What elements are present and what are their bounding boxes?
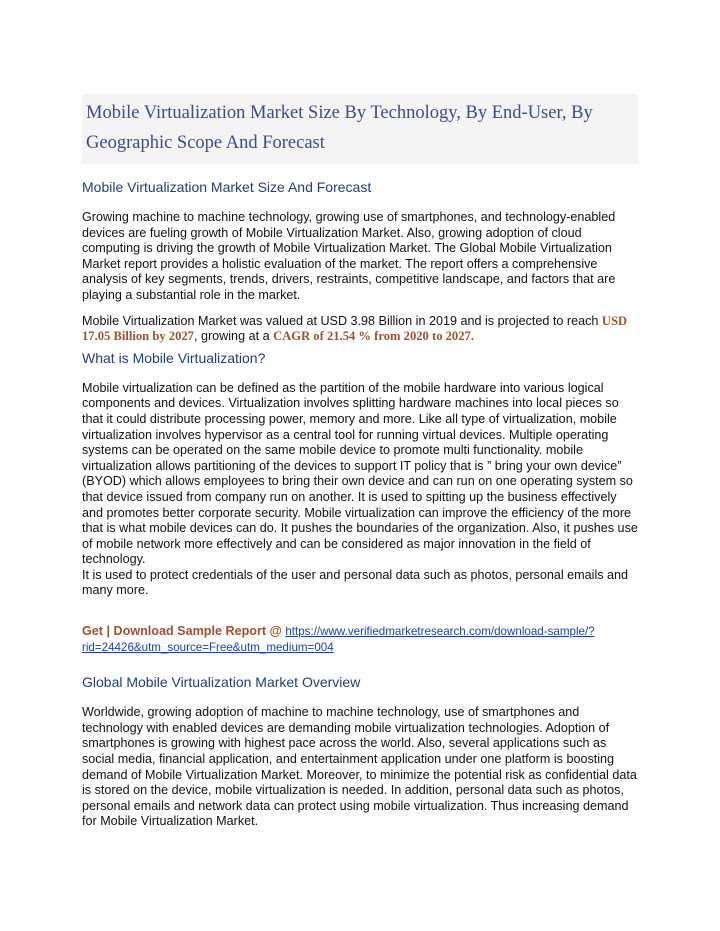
market-value-connector: , growing at a <box>193 329 274 344</box>
market-value-text: Mobile Virtualization Market was valued at USD 3.98 Billion in 2019 and is projected to reach <box>82 313 602 328</box>
document-page <box>82 94 638 830</box>
market-projection-highlight: USD 17.05 Billion by 2027 <box>82 313 628 344</box>
paragraph-growth-intro: Growing machine to machine technology, growing use of smartphones, and technology-enabled devices are fueling growth of Mobile Virtualization Market. Also, growing adoption of cloud computing is driving the growth of Mobile Virtualization Market. The Global Mobile Virtualization Market report provides a holistic evaluation of the market. The report offers a comprehensive analysis of key segments, trends, drivers, restraints, competitive landscape, and factors that are playing a substantial role in the market. <box>82 210 616 302</box>
title-box <box>82 94 638 164</box>
download-sample-label: Get | Download Sample Report @ <box>82 624 286 639</box>
section-heading-overview: Global Mobile Virtualization Market Overview <box>82 674 361 691</box>
paragraph-definition: Mobile virtualization can be defined as the partition of the mobile hardware into various logical components and devices. Virtualization involves splitting hardware machines into local pieces so that it could distribute processing power, memory and more. Like all type of virtualization, mobile virtualization involves hypervisor as a central tool for running virtual devices. Multiple operating systems can be operated on the same mobile device to promote multi functionality. mobile virtualization allows partitioning of the devices to support IT policy that is ” bring your own device” (BYOD) which allows employees to bring their own device and can run on one operating system so that device issued from company run on another. It is used to spitting up the business effectively and promotes better corporate security. Mobile virtualization can improve the efficiency of the more that is what mobile devices can do. It pushes the boundaries of the organization. Also, it pushes use of mobile network more effectively and can be considered as major innovation in the field of technology. <box>82 380 638 567</box>
section-heading-size-forecast: Mobile Virtualization Market Size And Forecast <box>82 179 372 195</box>
section-heading-what-is: What is Mobile Virtualization? <box>82 349 266 366</box>
document-title: Mobile Virtualization Market Size By Technology, By End-User, By Geographic Scope And Forecast <box>86 103 593 153</box>
cagr-highlight: CAGR of 21.54 % from 2020 to 2027. <box>273 329 474 344</box>
download-sample-link[interactable]: https://www.verifiedmarketresearch.com/download-sample/?rid=24426&utm_source=Free&utm_medium=004 <box>82 625 595 654</box>
download-sample-line <box>82 624 638 655</box>
paragraph-market-value <box>82 314 638 345</box>
paragraph-credentials: It is used to protect credentials of the user and personal data such as photos, personal emails and many more. <box>82 567 629 598</box>
paragraph-overview: Worldwide, growing adoption of machine to machine technology, use of smartphones and technology with enabled devices are demanding mobile virtualization technologies. Adoption of smartphones is growing with highest pace across the world. Also, several applications such as social media, financial application, and entertainment application under one platform is boosting demand of Mobile Virtualization Market. Moreover, to minimize the potential risk as confidential data is stored on the device, mobile virtualization is needed. In addition, personal data such as photos, personal emails and network data can protect using mobile virtualization. Thus increasing demand for Mobile Virtualization Market. <box>82 705 637 829</box>
